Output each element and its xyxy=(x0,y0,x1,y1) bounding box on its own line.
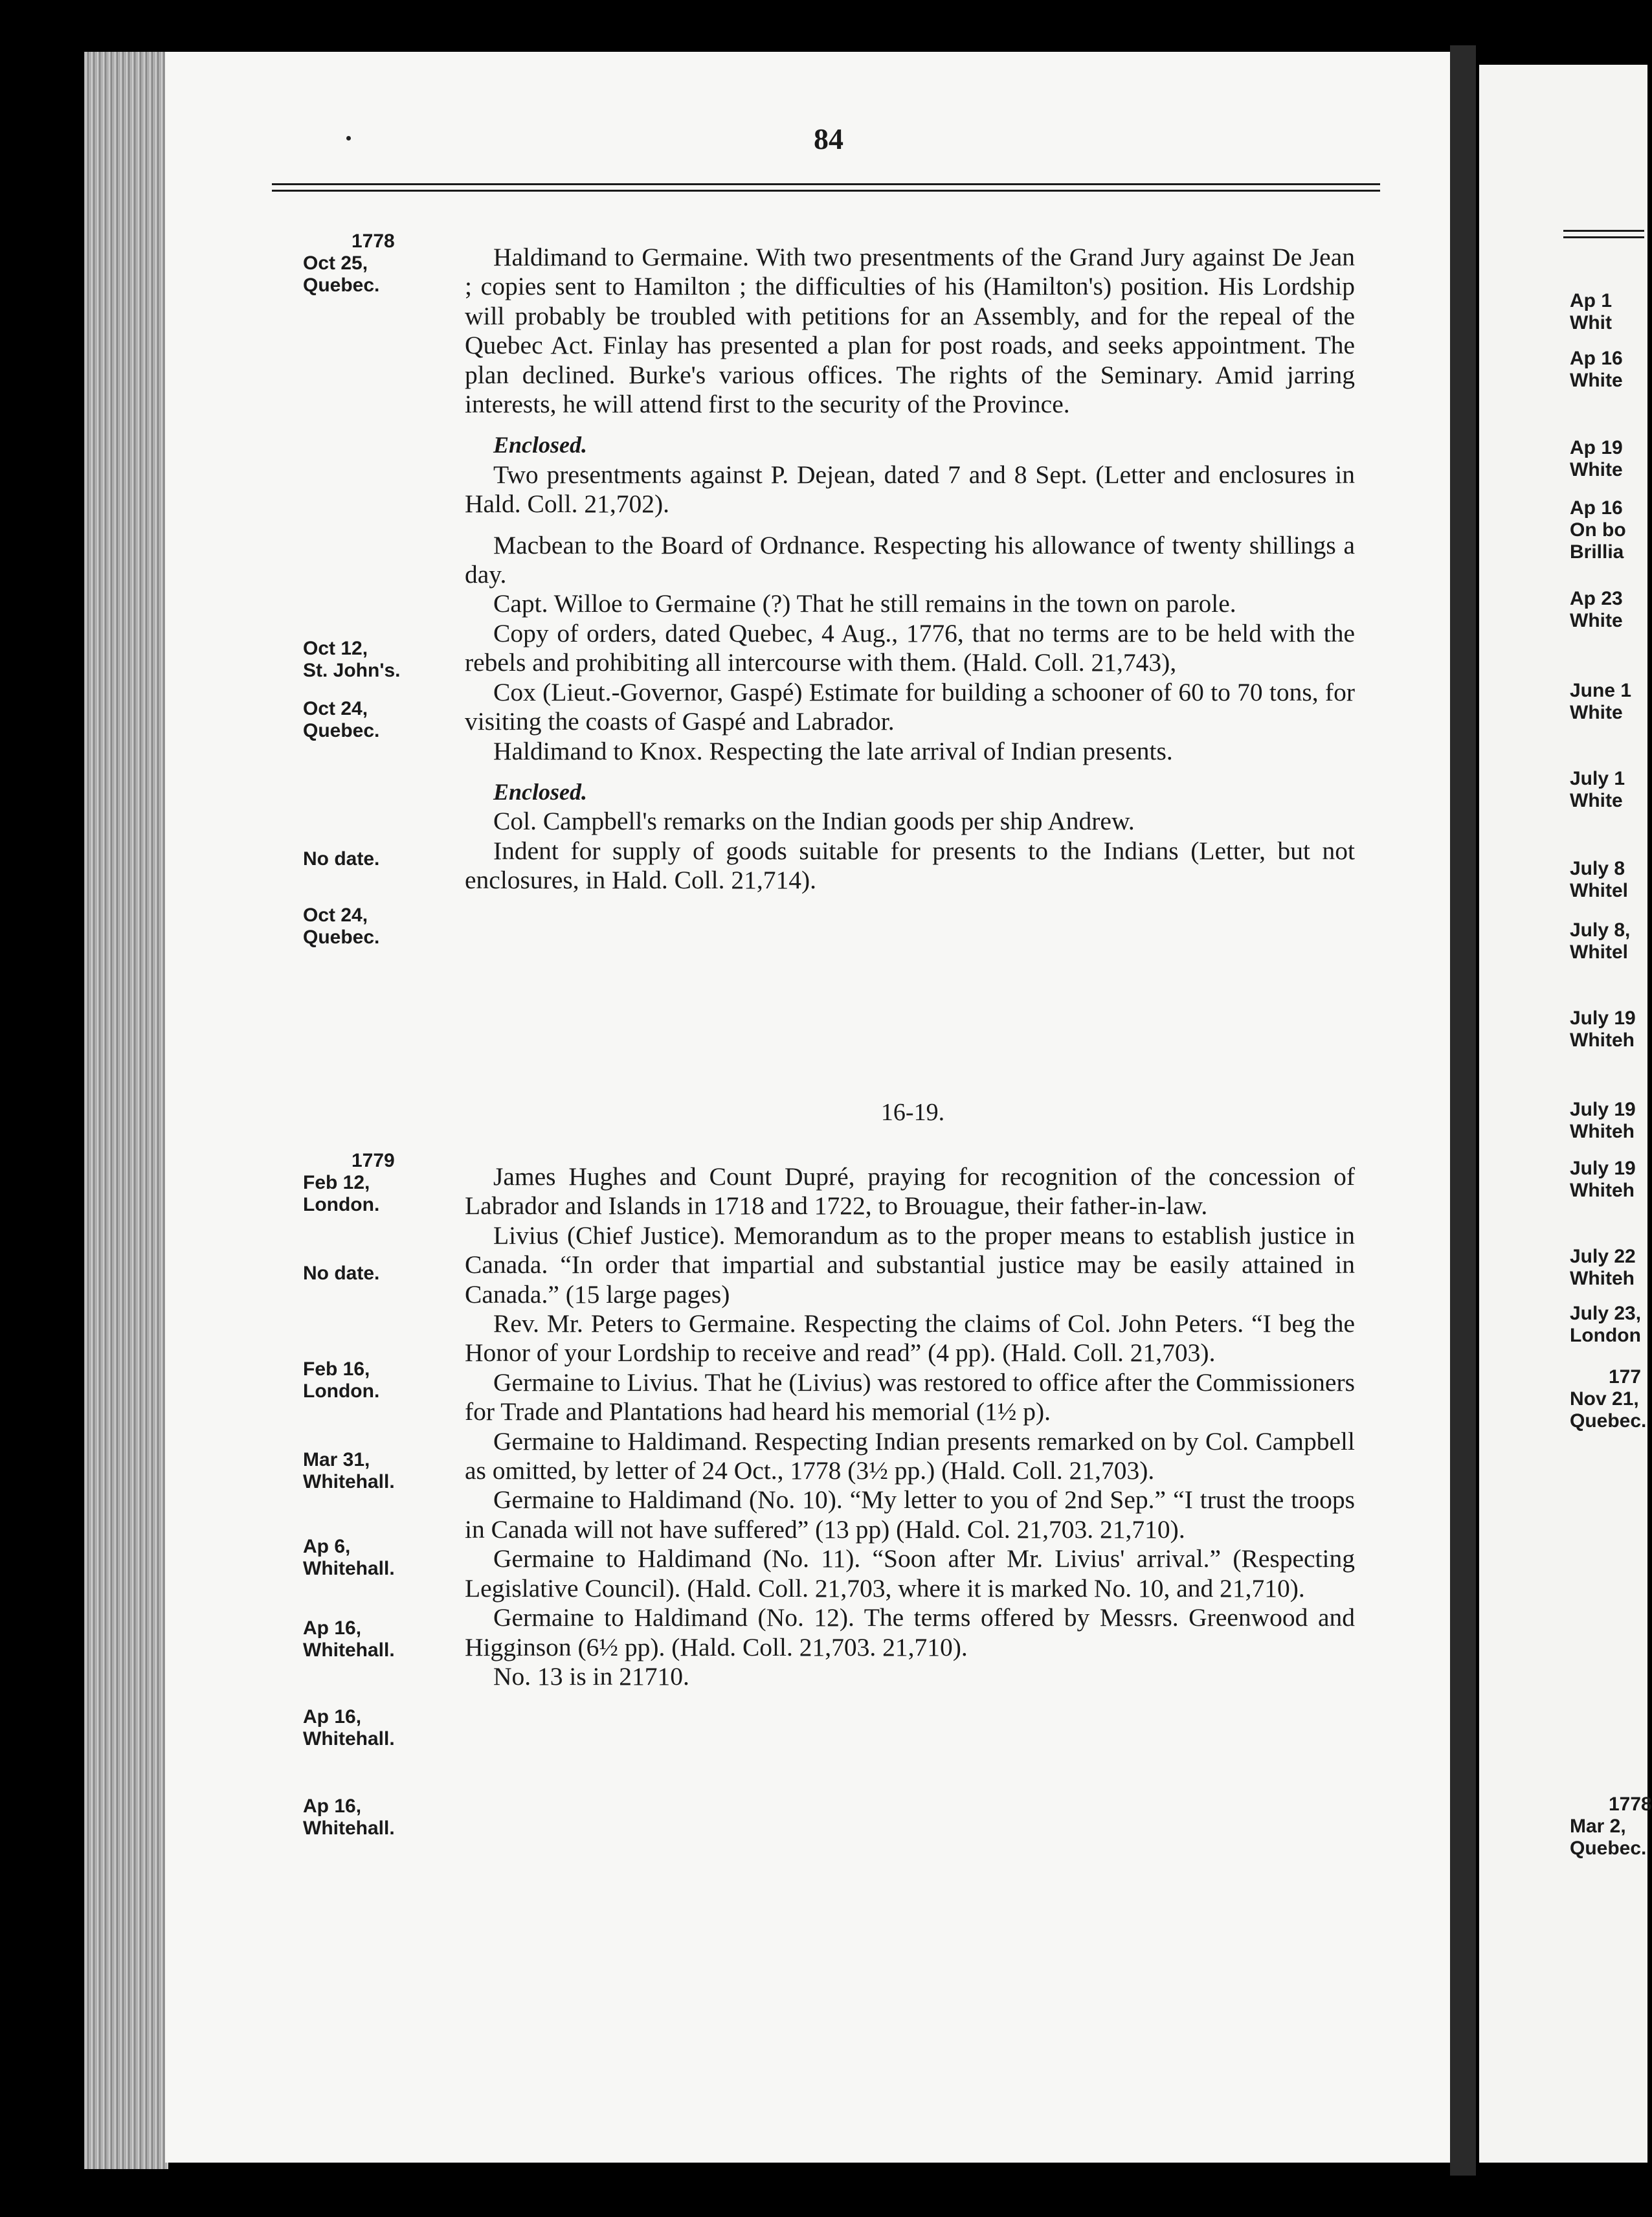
margin-date xyxy=(303,1795,452,1840)
margin-place-line: London. xyxy=(303,1194,380,1215)
margin-date xyxy=(303,1150,452,1216)
header-rule-top xyxy=(272,183,1380,185)
np-place-line: Quebec. xyxy=(1570,1410,1647,1432)
np-date-line: July 8 xyxy=(1570,858,1625,879)
header-rule-bottom xyxy=(272,190,1380,192)
book-page-edge xyxy=(84,52,168,2169)
np-date xyxy=(1570,680,1631,724)
entry: Haldimand to Germaine. With two presentments of the Grand Jury against De Jean ; copies sent to Hamilton ; the difficulties of his (Hamilton's) position. His Lordship will probably be troubled with petitions for an Assembly, and for the repeal of the Quebec Act. Finlay has presented a plan for post roads, and seeks appointment. The plan declined. Burke's various offices. The rights of the Seminary. Amid jarring interests, he will attend first to the security of the Province. xyxy=(465,243,1355,419)
np-date-line: Ap 16 xyxy=(1570,497,1623,519)
np-date xyxy=(1570,1303,1641,1347)
np-date xyxy=(1570,1246,1636,1290)
margin-date xyxy=(303,848,452,870)
np-date-line: Ap 23 xyxy=(1570,588,1623,609)
np-date-line: Nov 21, xyxy=(1570,1388,1639,1410)
margin-date-line: Feb 16, xyxy=(303,1358,370,1380)
entry: Germaine to Haldimand (No. 12). The terms offered by Messrs. Greenwood and Higginson (6½ pp). (Hald. Coll. 21,703. 21,710). xyxy=(465,1603,1355,1661)
entry: Germaine to Haldimand. Respecting Indian presents remarked on by Col. Campbell as omitted, by letter of 24 Oct., 1778 (3½ pp.) (Hald. Coll. 21,703). xyxy=(465,1426,1355,1485)
enclosed-label: Enclosed. xyxy=(493,432,588,458)
np-year: 177 xyxy=(1609,1366,1642,1388)
np-place-line: Whitel xyxy=(1570,941,1628,963)
entry: Haldimand to Knox. Respecting the late arrival of Indian presents. xyxy=(493,736,1173,765)
np-date-line: July 1 xyxy=(1570,768,1625,789)
np-place-line: Whitel xyxy=(1570,880,1628,901)
entry: Copy of orders, dated Quebec, 4 Aug., 1776, that no terms are to be held with the rebels and prohibiting all intercourse with them. (Hald. Coll. 21,743), xyxy=(465,618,1355,677)
margin-date xyxy=(303,1536,452,1580)
margin-year: 1778 xyxy=(352,231,395,252)
margin-date xyxy=(303,1706,452,1750)
entries-block-2 xyxy=(465,1162,1355,1691)
np-date xyxy=(1570,1366,1646,1432)
entry: Macbean to the Board of Ordnance. Respecting his allowance of twenty shillings a day. xyxy=(465,530,1355,589)
next-page-rule xyxy=(1563,230,1644,232)
np-date-line: July 19 xyxy=(1570,1158,1636,1179)
margin-date-line: Ap 16, xyxy=(303,1706,362,1727)
entry: Two presentments against P. Dejean, dated 7 and 8 Sept. (Letter and enclosures in Hald. Coll. 21,702). xyxy=(465,460,1355,519)
np-date xyxy=(1570,1794,1652,1860)
np-date xyxy=(1570,768,1625,812)
np-date xyxy=(1570,1158,1636,1202)
np-date xyxy=(1570,1099,1636,1143)
margin-place-line: Whitehall. xyxy=(303,1817,395,1839)
entry: Livius (Chief Justice). Memorandum as to the proper means to establish justice in Canada. “In order that impartial and substantial justice may be easily attained in Canada.” (15 large pages) xyxy=(465,1221,1355,1309)
np-place-line: White xyxy=(1570,702,1623,723)
np-place-line: White xyxy=(1570,610,1623,631)
margin-date xyxy=(303,1263,452,1285)
np-date-line: July 19 xyxy=(1570,1007,1636,1029)
margin-date xyxy=(303,231,452,297)
margin-date-line: Oct 24, xyxy=(303,698,368,719)
spine-shadow xyxy=(1450,45,1476,2176)
np-place-line: Whit xyxy=(1570,312,1612,333)
margin-place-line: Quebec. xyxy=(303,275,380,296)
np-place-line: Whiteh xyxy=(1570,1121,1635,1142)
margin-place-line: Quebec. xyxy=(303,927,380,948)
entry: James Hughes and Count Dupré, praying for recognition of the concession of Labrador and Islands in 1718 and 1722, to Brouague, their father-in-law. xyxy=(465,1162,1355,1221)
margin-date-line: Ap 16, xyxy=(303,1795,362,1817)
np-place-line: Whiteh xyxy=(1570,1030,1635,1051)
margin-year: 1779 xyxy=(352,1150,395,1171)
np-date-line: July 19 xyxy=(1570,1099,1636,1120)
np-date xyxy=(1570,437,1623,481)
margin-date xyxy=(303,638,452,682)
margin-place-line: London. xyxy=(303,1380,380,1402)
np-place-line: Whiteh xyxy=(1570,1180,1635,1201)
entry: Cox (Lieut.-Governor, Gaspé) Estimate for building a schooner of 60 to 70 tons, for visiting the coasts of Gaspé and Labrador. xyxy=(465,677,1355,736)
enclosed-label: Enclosed. xyxy=(493,778,588,805)
margin-place-line: Whitehall. xyxy=(303,1639,395,1661)
margin-place-line: Whitehall. xyxy=(303,1471,395,1492)
margin-place-line: St. John's. xyxy=(303,660,401,681)
entry: Indent for supply of goods suitable for presents to the Indians (Letter, but not enclosures, in Hald. Coll. 21,714). xyxy=(465,836,1355,895)
np-date-line: July 8, xyxy=(1570,919,1631,941)
margin-date xyxy=(303,1617,452,1661)
np-date-line: July 23, xyxy=(1570,1303,1642,1324)
np-place-line: Quebec. xyxy=(1570,1838,1647,1859)
margin-date-line: Oct 24, xyxy=(303,905,368,926)
entries-block-1 xyxy=(465,243,1355,895)
margin-date-line: No date. xyxy=(303,1263,380,1284)
np-place-line: White xyxy=(1570,459,1623,480)
np-date xyxy=(1570,290,1612,334)
margin-date xyxy=(303,905,452,949)
np-date-line: Ap 1 xyxy=(1570,290,1613,311)
np-date-line: June 1 xyxy=(1570,680,1632,701)
np-date xyxy=(1570,1007,1636,1052)
next-page-rule xyxy=(1563,236,1644,238)
np-date xyxy=(1570,919,1630,963)
margin-date-line: Feb 12, xyxy=(303,1172,370,1193)
np-place-line: White xyxy=(1570,790,1623,811)
np-place-line: Whiteh xyxy=(1570,1268,1635,1289)
margin-date xyxy=(303,1358,452,1402)
np-date-line: Mar 2, xyxy=(1570,1816,1626,1837)
np-date xyxy=(1570,858,1628,902)
margin-date xyxy=(303,1449,452,1493)
entry: Germaine to Haldimand (No. 11). “Soon after Mr. Livius' arrival.” (Respecting Legislative Council). (Hald. Coll. 21,703, where it is marked No. 10, and 21,710). xyxy=(465,1544,1355,1603)
entry: No. 13 is in 21710. xyxy=(493,1661,689,1691)
entry: Col. Campbell's remarks on the Indian goods per ship Andrew. xyxy=(493,807,1135,836)
margin-date xyxy=(303,698,452,742)
np-date-line: July 22 xyxy=(1570,1246,1636,1267)
np-place-line: Brillia xyxy=(1570,541,1624,563)
np-place-line: London xyxy=(1570,1325,1641,1346)
margin-place-line: Whitehall. xyxy=(303,1558,395,1579)
page-dot xyxy=(346,136,351,141)
np-date-line: Ap 16 xyxy=(1570,348,1623,369)
entry: Capt. Willoe to Germaine (?) That he still remains in the town on parole. xyxy=(493,589,1236,618)
entry: Rev. Mr. Peters to Germaine. Respecting the claims of Col. John Peters. “I beg the Honor of your Lordship to receive and read” (4 pp). (Hald. Coll. 21,703). xyxy=(465,1309,1355,1367)
page-number: 84 xyxy=(814,122,843,155)
margin-date-line: Oct 25, xyxy=(303,253,368,274)
np-place-line: On bo xyxy=(1570,519,1626,541)
np-date xyxy=(1570,497,1626,563)
margin-place-line: Quebec. xyxy=(303,720,380,741)
margin-date-line: Mar 31, xyxy=(303,1449,370,1470)
margin-date-line: No date. xyxy=(303,848,380,870)
margin-date-line: Oct 12, xyxy=(303,638,368,659)
np-place-line: White xyxy=(1570,370,1623,391)
margin-place-line: Whitehall. xyxy=(303,1728,395,1750)
entry: Germaine to Haldimand (No. 10). “My letter to you of 2nd Sep.” “I trust the troops in Canada will not have suffered” (13 pp) (Hald. Col. 21,703. 21,710). xyxy=(465,1485,1355,1544)
margin-date-line: Ap 16, xyxy=(303,1617,362,1639)
np-year: 1778 xyxy=(1609,1794,1652,1815)
entry: Germaine to Livius. That he (Livius) was restored to office after the Commissioners for Trade and Plantations had heard his memorial (1½ p). xyxy=(465,1367,1355,1426)
section-heading: 16-19. xyxy=(880,1099,945,1126)
np-date xyxy=(1570,588,1623,632)
margin-date-line: Ap 6, xyxy=(303,1536,351,1557)
np-date-line: Ap 19 xyxy=(1570,437,1623,458)
np-date xyxy=(1570,348,1623,392)
